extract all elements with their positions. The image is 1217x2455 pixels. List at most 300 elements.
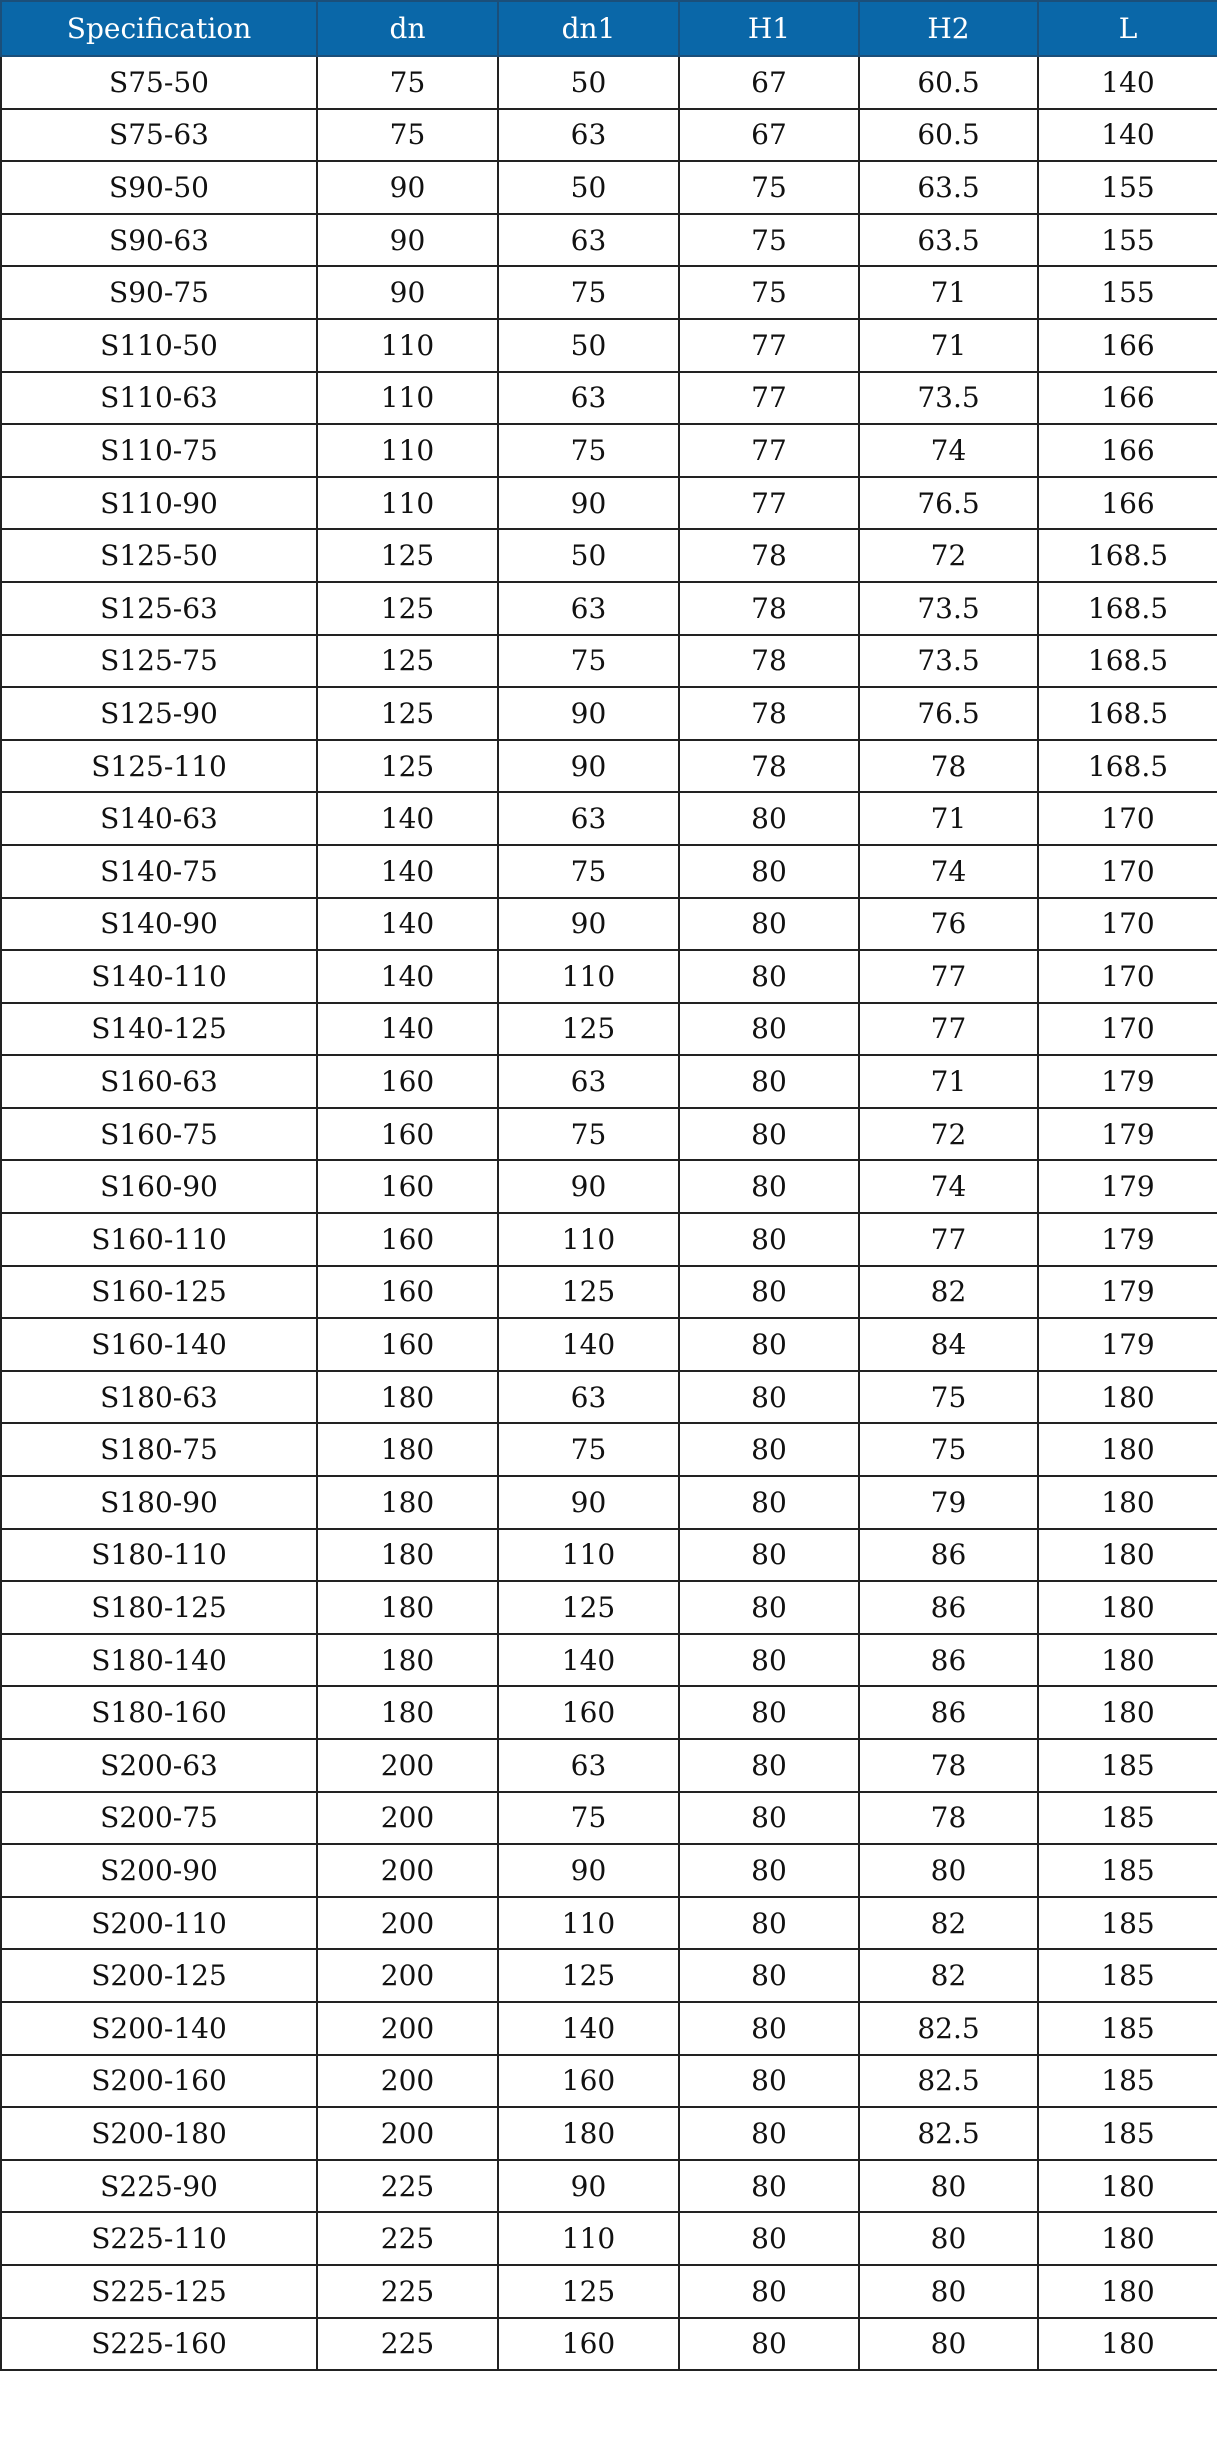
cell-l: 180 <box>1038 1686 1217 1739</box>
cell-h1: 80 <box>679 1213 859 1266</box>
cell-specification: S140-75 <box>1 845 317 898</box>
cell-dn: 125 <box>317 635 498 688</box>
cell-h1: 80 <box>679 2107 859 2160</box>
cell-specification: S140-125 <box>1 1003 317 1056</box>
cell-h2: 86 <box>859 1686 1038 1739</box>
cell-specification: S110-63 <box>1 372 317 425</box>
table-row <box>1 1003 1217 1056</box>
cell-h2: 78 <box>859 740 1038 793</box>
cell-dn: 180 <box>317 1371 498 1424</box>
table-row <box>1 1476 1217 1529</box>
cell-specification: S200-75 <box>1 1792 317 1845</box>
table-row <box>1 161 1217 214</box>
cell-h1: 80 <box>679 1686 859 1739</box>
cell-dn1: 75 <box>498 1423 679 1476</box>
table-row <box>1 1634 1217 1687</box>
cell-dn1: 75 <box>498 635 679 688</box>
cell-l: 170 <box>1038 845 1217 898</box>
cell-h2: 75 <box>859 1423 1038 1476</box>
cell-specification: S200-125 <box>1 1949 317 2002</box>
cell-h2: 84 <box>859 1318 1038 1371</box>
cell-h1: 75 <box>679 161 859 214</box>
cell-dn: 225 <box>317 2318 498 2371</box>
cell-h2: 72 <box>859 529 1038 582</box>
cell-dn1: 140 <box>498 1318 679 1371</box>
cell-h1: 80 <box>679 1423 859 1476</box>
column-header-specification: Specification <box>1 1 317 56</box>
cell-h2: 74 <box>859 845 1038 898</box>
cell-h2: 74 <box>859 424 1038 477</box>
cell-l: 166 <box>1038 424 1217 477</box>
cell-h1: 80 <box>679 2318 859 2371</box>
cell-l: 185 <box>1038 2107 1217 2160</box>
cell-dn1: 125 <box>498 1003 679 1056</box>
cell-h1: 78 <box>679 635 859 688</box>
cell-dn: 200 <box>317 1897 498 1950</box>
table-row <box>1 372 1217 425</box>
cell-dn: 160 <box>317 1266 498 1319</box>
cell-h2: 80 <box>859 2318 1038 2371</box>
cell-dn1: 160 <box>498 2318 679 2371</box>
table-row <box>1 477 1217 530</box>
cell-l: 179 <box>1038 1108 1217 1161</box>
cell-specification: S160-63 <box>1 1055 317 1108</box>
table-row <box>1 56 1217 109</box>
cell-h1: 67 <box>679 56 859 109</box>
cell-dn1: 125 <box>498 1581 679 1634</box>
cell-l: 185 <box>1038 1949 1217 2002</box>
cell-dn1: 140 <box>498 2002 679 2055</box>
cell-dn: 200 <box>317 1792 498 1845</box>
cell-h1: 80 <box>679 1739 859 1792</box>
cell-dn: 160 <box>317 1318 498 1371</box>
cell-dn1: 125 <box>498 1949 679 2002</box>
cell-h1: 80 <box>679 1476 859 1529</box>
cell-h2: 73.5 <box>859 582 1038 635</box>
column-header-h1: H1 <box>679 1 859 56</box>
table-row <box>1 1055 1217 1108</box>
table-row <box>1 845 1217 898</box>
table-row <box>1 2002 1217 2055</box>
cell-specification: S110-75 <box>1 424 317 477</box>
cell-dn1: 63 <box>498 1739 679 1792</box>
cell-l: 168.5 <box>1038 635 1217 688</box>
cell-specification: S200-160 <box>1 2055 317 2108</box>
cell-dn1: 75 <box>498 845 679 898</box>
table-row <box>1 529 1217 582</box>
cell-h2: 63.5 <box>859 214 1038 267</box>
cell-h2: 80 <box>859 2212 1038 2265</box>
cell-specification: S225-125 <box>1 2265 317 2318</box>
table-row <box>1 1371 1217 1424</box>
cell-h2: 76 <box>859 898 1038 951</box>
table-row <box>1 1949 1217 2002</box>
cell-dn: 110 <box>317 319 498 372</box>
cell-dn1: 110 <box>498 2212 679 2265</box>
table-row <box>1 950 1217 1003</box>
table-row <box>1 2212 1217 2265</box>
cell-dn1: 160 <box>498 1686 679 1739</box>
cell-specification: S90-63 <box>1 214 317 267</box>
cell-specification: S110-50 <box>1 319 317 372</box>
cell-h1: 78 <box>679 687 859 740</box>
cell-dn1: 90 <box>498 2160 679 2213</box>
table-row <box>1 424 1217 477</box>
cell-h1: 80 <box>679 950 859 1003</box>
cell-dn1: 110 <box>498 1529 679 1582</box>
cell-l: 185 <box>1038 2002 1217 2055</box>
cell-dn: 180 <box>317 1634 498 1687</box>
cell-l: 155 <box>1038 161 1217 214</box>
cell-dn: 160 <box>317 1160 498 1213</box>
cell-dn1: 90 <box>498 898 679 951</box>
cell-specification: S140-63 <box>1 792 317 845</box>
cell-h1: 78 <box>679 582 859 635</box>
cell-dn1: 75 <box>498 424 679 477</box>
column-header-h2: H2 <box>859 1 1038 56</box>
cell-h2: 73.5 <box>859 635 1038 688</box>
cell-specification: S200-110 <box>1 1897 317 1950</box>
cell-l: 166 <box>1038 372 1217 425</box>
cell-dn: 200 <box>317 2055 498 2108</box>
cell-specification: S225-110 <box>1 2212 317 2265</box>
column-header-dn1: dn1 <box>498 1 679 56</box>
cell-l: 140 <box>1038 109 1217 162</box>
cell-h2: 72 <box>859 1108 1038 1161</box>
cell-dn1: 90 <box>498 740 679 793</box>
table-row <box>1 1213 1217 1266</box>
cell-dn: 140 <box>317 950 498 1003</box>
cell-l: 179 <box>1038 1318 1217 1371</box>
cell-dn: 225 <box>317 2160 498 2213</box>
cell-dn1: 50 <box>498 319 679 372</box>
cell-dn: 160 <box>317 1213 498 1266</box>
cell-dn1: 140 <box>498 1634 679 1687</box>
table-header <box>1 1 1217 56</box>
cell-h2: 82 <box>859 1266 1038 1319</box>
cell-h2: 82.5 <box>859 2055 1038 2108</box>
cell-h1: 80 <box>679 1371 859 1424</box>
cell-h2: 63.5 <box>859 161 1038 214</box>
table-row <box>1 1686 1217 1739</box>
cell-h2: 80 <box>859 2265 1038 2318</box>
cell-l: 168.5 <box>1038 582 1217 635</box>
cell-h2: 77 <box>859 950 1038 1003</box>
cell-h1: 80 <box>679 1949 859 2002</box>
cell-l: 185 <box>1038 1792 1217 1845</box>
cell-l: 170 <box>1038 792 1217 845</box>
cell-specification: S180-63 <box>1 1371 317 1424</box>
cell-specification: S160-140 <box>1 1318 317 1371</box>
table-row <box>1 792 1217 845</box>
cell-l: 179 <box>1038 1160 1217 1213</box>
cell-l: 179 <box>1038 1266 1217 1319</box>
cell-h1: 80 <box>679 2212 859 2265</box>
cell-dn: 200 <box>317 1844 498 1897</box>
cell-l: 179 <box>1038 1055 1217 1108</box>
table-row <box>1 1318 1217 1371</box>
cell-l: 185 <box>1038 1844 1217 1897</box>
cell-l: 168.5 <box>1038 687 1217 740</box>
cell-l: 140 <box>1038 56 1217 109</box>
cell-h2: 82 <box>859 1897 1038 1950</box>
cell-l: 180 <box>1038 2160 1217 2213</box>
table-row <box>1 1108 1217 1161</box>
cell-dn1: 110 <box>498 1213 679 1266</box>
cell-l: 180 <box>1038 1476 1217 1529</box>
cell-l: 180 <box>1038 1423 1217 1476</box>
table-row <box>1 635 1217 688</box>
cell-specification: S225-90 <box>1 2160 317 2213</box>
cell-h1: 80 <box>679 1003 859 1056</box>
cell-l: 180 <box>1038 1371 1217 1424</box>
cell-l: 155 <box>1038 266 1217 319</box>
cell-dn: 90 <box>317 266 498 319</box>
cell-h2: 60.5 <box>859 56 1038 109</box>
cell-specification: S160-75 <box>1 1108 317 1161</box>
cell-l: 185 <box>1038 1897 1217 1950</box>
cell-h2: 71 <box>859 319 1038 372</box>
cell-dn: 75 <box>317 56 498 109</box>
cell-dn1: 50 <box>498 529 679 582</box>
cell-h1: 80 <box>679 2265 859 2318</box>
cell-l: 168.5 <box>1038 529 1217 582</box>
cell-h2: 79 <box>859 1476 1038 1529</box>
cell-specification: S160-110 <box>1 1213 317 1266</box>
cell-dn: 200 <box>317 1739 498 1792</box>
cell-h2: 82 <box>859 1949 1038 2002</box>
cell-dn: 125 <box>317 582 498 635</box>
cell-dn: 160 <box>317 1055 498 1108</box>
cell-h1: 80 <box>679 898 859 951</box>
table-row <box>1 687 1217 740</box>
cell-dn1: 90 <box>498 687 679 740</box>
cell-dn: 125 <box>317 687 498 740</box>
cell-specification: S200-140 <box>1 2002 317 2055</box>
table-row <box>1 2107 1217 2160</box>
cell-dn: 125 <box>317 529 498 582</box>
cell-l: 155 <box>1038 214 1217 267</box>
table-row <box>1 2055 1217 2108</box>
cell-dn: 200 <box>317 2107 498 2160</box>
cell-specification: S180-125 <box>1 1581 317 1634</box>
cell-h2: 76.5 <box>859 687 1038 740</box>
cell-dn: 225 <box>317 2265 498 2318</box>
cell-h2: 86 <box>859 1581 1038 1634</box>
cell-dn1: 180 <box>498 2107 679 2160</box>
cell-dn1: 63 <box>498 214 679 267</box>
cell-h2: 60.5 <box>859 109 1038 162</box>
cell-h1: 80 <box>679 845 859 898</box>
cell-h1: 80 <box>679 1160 859 1213</box>
cell-h1: 80 <box>679 1897 859 1950</box>
cell-specification: S180-90 <box>1 1476 317 1529</box>
cell-h2: 77 <box>859 1003 1038 1056</box>
cell-h1: 77 <box>679 372 859 425</box>
cell-dn1: 50 <box>498 161 679 214</box>
cell-l: 166 <box>1038 319 1217 372</box>
table-row <box>1 898 1217 951</box>
table-row <box>1 2160 1217 2213</box>
cell-l: 180 <box>1038 2265 1217 2318</box>
cell-h2: 80 <box>859 2160 1038 2213</box>
cell-specification: S225-160 <box>1 2318 317 2371</box>
cell-h1: 77 <box>679 424 859 477</box>
cell-h1: 80 <box>679 1055 859 1108</box>
cell-dn1: 75 <box>498 1792 679 1845</box>
column-header-dn: dn <box>317 1 498 56</box>
cell-dn1: 90 <box>498 1476 679 1529</box>
cell-h1: 80 <box>679 792 859 845</box>
cell-dn: 180 <box>317 1423 498 1476</box>
cell-specification: S75-63 <box>1 109 317 162</box>
cell-dn1: 63 <box>498 792 679 845</box>
cell-h1: 80 <box>679 2160 859 2213</box>
cell-specification: S125-75 <box>1 635 317 688</box>
cell-l: 166 <box>1038 477 1217 530</box>
cell-h1: 80 <box>679 1792 859 1845</box>
cell-dn: 225 <box>317 2212 498 2265</box>
cell-h1: 78 <box>679 529 859 582</box>
cell-specification: S180-140 <box>1 1634 317 1687</box>
cell-specification: S125-90 <box>1 687 317 740</box>
cell-specification: S180-110 <box>1 1529 317 1582</box>
cell-h1: 80 <box>679 2002 859 2055</box>
column-header-l: L <box>1038 1 1217 56</box>
table-row <box>1 1529 1217 1582</box>
cell-dn1: 125 <box>498 1266 679 1319</box>
cell-dn: 180 <box>317 1476 498 1529</box>
cell-dn: 180 <box>317 1686 498 1739</box>
cell-specification: S90-75 <box>1 266 317 319</box>
table-row <box>1 1739 1217 1792</box>
cell-h1: 80 <box>679 1108 859 1161</box>
cell-dn: 90 <box>317 214 498 267</box>
cell-specification: S90-50 <box>1 161 317 214</box>
cell-h1: 67 <box>679 109 859 162</box>
cell-dn: 180 <box>317 1529 498 1582</box>
cell-h1: 80 <box>679 1581 859 1634</box>
cell-dn: 140 <box>317 792 498 845</box>
cell-h1: 80 <box>679 2055 859 2108</box>
table-row <box>1 1897 1217 1950</box>
cell-h1: 80 <box>679 1318 859 1371</box>
table-row <box>1 319 1217 372</box>
cell-specification: S200-63 <box>1 1739 317 1792</box>
cell-specification: S125-50 <box>1 529 317 582</box>
table-body <box>1 56 1217 2370</box>
cell-l: 180 <box>1038 1634 1217 1687</box>
cell-l: 179 <box>1038 1213 1217 1266</box>
cell-specification: S110-90 <box>1 477 317 530</box>
cell-dn1: 90 <box>498 477 679 530</box>
cell-dn1: 125 <box>498 2265 679 2318</box>
cell-specification: S140-90 <box>1 898 317 951</box>
cell-dn1: 75 <box>498 266 679 319</box>
table-row <box>1 214 1217 267</box>
table-row <box>1 1844 1217 1897</box>
cell-dn1: 63 <box>498 372 679 425</box>
cell-specification: S140-110 <box>1 950 317 1003</box>
cell-l: 180 <box>1038 2318 1217 2371</box>
cell-h2: 71 <box>859 1055 1038 1108</box>
cell-h1: 80 <box>679 1844 859 1897</box>
table-row <box>1 1423 1217 1476</box>
cell-l: 180 <box>1038 1581 1217 1634</box>
cell-h2: 71 <box>859 266 1038 319</box>
cell-l: 170 <box>1038 898 1217 951</box>
cell-specification: S160-125 <box>1 1266 317 1319</box>
cell-dn: 140 <box>317 845 498 898</box>
cell-h1: 77 <box>679 477 859 530</box>
table-row <box>1 1792 1217 1845</box>
cell-dn: 110 <box>317 372 498 425</box>
header-row <box>1 1 1217 56</box>
cell-h2: 74 <box>859 1160 1038 1213</box>
cell-l: 168.5 <box>1038 740 1217 793</box>
cell-dn: 110 <box>317 424 498 477</box>
cell-dn1: 50 <box>498 56 679 109</box>
cell-dn: 180 <box>317 1581 498 1634</box>
table-row <box>1 582 1217 635</box>
table-row <box>1 109 1217 162</box>
cell-h2: 78 <box>859 1792 1038 1845</box>
cell-h2: 76.5 <box>859 477 1038 530</box>
cell-dn: 140 <box>317 1003 498 1056</box>
cell-h2: 78 <box>859 1739 1038 1792</box>
cell-specification: S125-63 <box>1 582 317 635</box>
cell-specification: S200-180 <box>1 2107 317 2160</box>
cell-l: 185 <box>1038 2055 1217 2108</box>
cell-l: 180 <box>1038 1529 1217 1582</box>
table-row <box>1 2265 1217 2318</box>
cell-l: 170 <box>1038 1003 1217 1056</box>
cell-dn1: 63 <box>498 582 679 635</box>
table-row <box>1 1581 1217 1634</box>
table-row <box>1 1266 1217 1319</box>
cell-specification: S200-90 <box>1 1844 317 1897</box>
table-row <box>1 1160 1217 1213</box>
cell-specification: S75-50 <box>1 56 317 109</box>
cell-dn1: 90 <box>498 1844 679 1897</box>
cell-dn1: 63 <box>498 1371 679 1424</box>
cell-dn1: 90 <box>498 1160 679 1213</box>
cell-h1: 78 <box>679 740 859 793</box>
cell-dn1: 110 <box>498 1897 679 1950</box>
cell-dn: 90 <box>317 161 498 214</box>
cell-h1: 80 <box>679 1529 859 1582</box>
cell-dn: 125 <box>317 740 498 793</box>
cell-specification: S125-110 <box>1 740 317 793</box>
table-row <box>1 266 1217 319</box>
cell-dn1: 160 <box>498 2055 679 2108</box>
cell-specification: S180-75 <box>1 1423 317 1476</box>
cell-dn: 110 <box>317 477 498 530</box>
cell-dn1: 63 <box>498 109 679 162</box>
cell-dn1: 110 <box>498 950 679 1003</box>
cell-dn: 200 <box>317 2002 498 2055</box>
cell-dn1: 75 <box>498 1108 679 1161</box>
cell-dn: 75 <box>317 109 498 162</box>
cell-h1: 75 <box>679 214 859 267</box>
cell-l: 180 <box>1038 2212 1217 2265</box>
cell-h2: 86 <box>859 1634 1038 1687</box>
cell-dn: 160 <box>317 1108 498 1161</box>
cell-h2: 82.5 <box>859 2107 1038 2160</box>
cell-h2: 75 <box>859 1371 1038 1424</box>
cell-h2: 86 <box>859 1529 1038 1582</box>
cell-dn: 140 <box>317 898 498 951</box>
